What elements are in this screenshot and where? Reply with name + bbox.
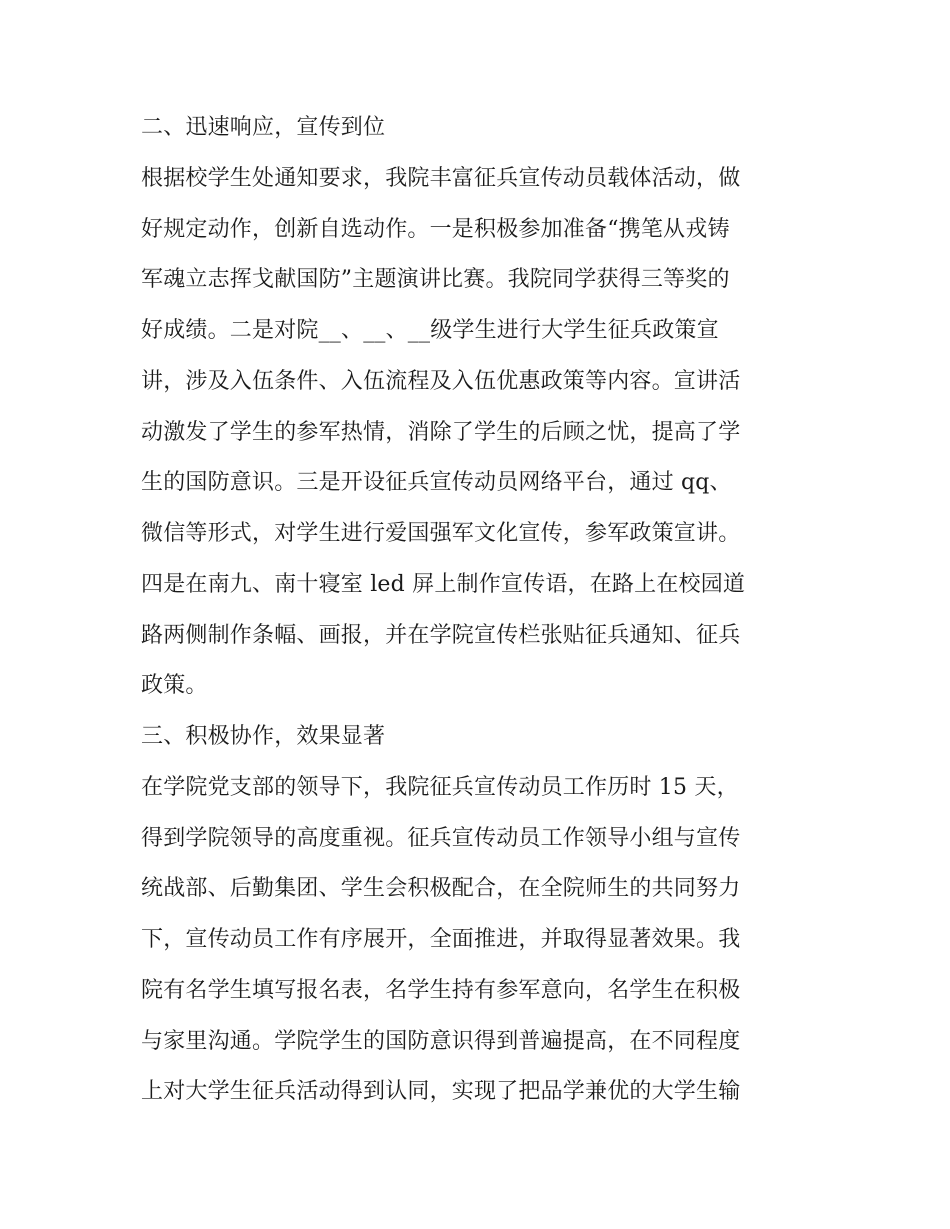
paragraph-line: 得到学院领导的高度重视。征兵宣传动员工作领导小组与宣传 — [141, 826, 741, 851]
section-heading-3: 三、积极协作，效果显著 — [141, 724, 386, 749]
paragraph-line: 统战部、后勤集团、学生会积极配合，在全院师生的共同努力 — [141, 876, 741, 901]
paragraph-line: 与家里沟通。学院学生的国防意识得到普遍提高，在不同程度 — [141, 1029, 741, 1054]
paragraph-line: 动激发了学生的参军热情，消除了学生的后顾之忧，提高了学 — [141, 420, 741, 445]
paragraph-line: 好规定动作，创新自选动作。一是积极参加准备“携笔从戎铸 — [141, 217, 730, 242]
paragraph-line: 上对大学生征兵活动得到认同，实现了把品学兼优的大学生输 — [141, 1079, 741, 1104]
paragraph-line: 讲，涉及入伍条件、入伍流程及入伍优惠政策等内容。宣讲活 — [141, 369, 741, 394]
paragraph-line: 微信等形式，对学生进行爱国强军文化宣传，参军政策宣讲。 — [141, 521, 741, 546]
paragraph-line: 政策。 — [141, 673, 208, 698]
paragraph-line: 军魂立志挥戈献国防”主题演讲比赛。我院同学获得三等奖的 — [141, 267, 730, 292]
section-heading-2: 二、迅速响应，宣传到位 — [141, 115, 386, 140]
paragraph-line: 下，宣传动员工作有序展开，全面推进，并取得显著效果。我 — [141, 927, 741, 952]
paragraph-line: 路两侧制作条幅、画报，并在学院宣传栏张贴征兵通知、征兵 — [141, 623, 741, 648]
paragraph-line: 生的国防意识。三是开设征兵宣传动员网络平台，通过 qq、 — [141, 470, 732, 495]
paragraph-line: 在学院党支部的领导下，我院征兵宣传动员工作历时 15 天， — [141, 775, 739, 800]
paragraph-line: 好成绩。二是对院__、__、__级学生进行大学生征兵政策宣 — [141, 318, 719, 343]
paragraph-line: 四是在南九、南十寝室 led 屏上制作宣传语，在路上在校园道 — [141, 572, 746, 597]
paragraph-line: 根据校学生处通知要求，我院丰富征兵宣传动员载体活动，做 — [141, 166, 741, 191]
paragraph-line: 院有名学生填写报名表，名学生持有参军意向，名学生在积极 — [141, 978, 741, 1003]
